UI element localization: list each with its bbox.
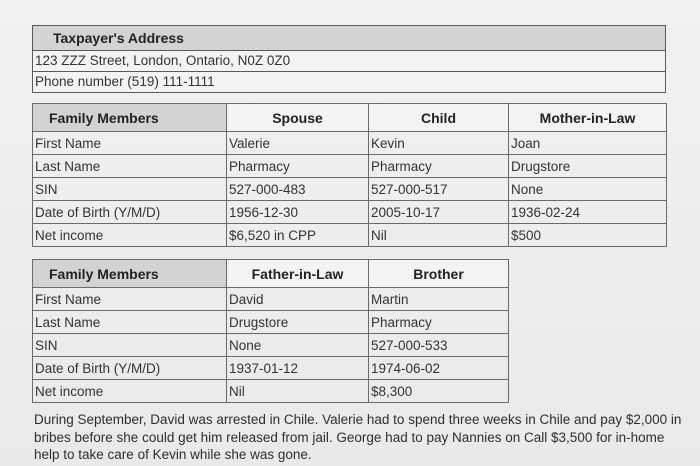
- table-cell: $500: [509, 224, 667, 247]
- table-cell: Net income: [33, 380, 227, 403]
- taxpayer-address-block: [32, 25, 666, 93]
- table-cell: 1974-06-02: [369, 357, 509, 380]
- table-cell: Pharmacy: [369, 311, 509, 334]
- table-cell: Date of Birth (Y/M/D): [33, 357, 227, 380]
- table-cell: 527-000-533: [369, 334, 509, 357]
- table-cell: 1937-01-12: [227, 357, 369, 380]
- table-cell: Valerie: [227, 132, 369, 155]
- table-cell: $6,520 in CPP: [227, 224, 369, 247]
- table-header-cell: Brother: [369, 260, 509, 288]
- table-cell: SIN: [33, 334, 227, 357]
- family-members-table-2: [32, 259, 509, 403]
- table-cell: Kevin: [369, 132, 509, 155]
- table-cell: Nil: [227, 380, 369, 403]
- table-cell: Net income: [33, 224, 227, 247]
- table-row: [33, 380, 509, 403]
- table-header-row: [33, 104, 667, 132]
- table-header-cell: Child: [369, 104, 509, 132]
- scenario-paragraph: During September, David was arrested in Chile. Valerie had to spend three weeks in Chile and pay $2,000 in bribes before she could get him released from jail. George had to pay Nannies on Call $3,500 for in-home help to take care of Kevin while she was gone.: [34, 412, 682, 462]
- table-cell: 527-000-483: [227, 178, 369, 201]
- family-members-table-1: [32, 103, 667, 247]
- table-cell: 527-000-517: [369, 178, 509, 201]
- table-cell: First Name: [33, 288, 227, 311]
- table-cell: Drugstore: [227, 311, 369, 334]
- table-cell: Drugstore: [509, 155, 667, 178]
- table-row: [33, 224, 667, 247]
- table-header-cell: Mother-in-Law: [509, 104, 667, 132]
- table-row: [33, 178, 667, 201]
- table-cell: Pharmacy: [369, 155, 509, 178]
- table-cell: 1956-12-30: [227, 201, 369, 224]
- table-cell: Joan: [509, 132, 667, 155]
- table-cell: Nil: [369, 224, 509, 247]
- address-phone: Phone number (519) 111-1111: [33, 71, 665, 92]
- table-cell: None: [509, 178, 667, 201]
- table-cell: Martin: [369, 288, 509, 311]
- table-cell: Last Name: [33, 155, 227, 178]
- table-cell: $8,300: [369, 380, 509, 403]
- table-row: [33, 357, 509, 380]
- table-header-cell: Spouse: [227, 104, 369, 132]
- table-cell: First Name: [33, 132, 227, 155]
- address-street: 123 ZZZ Street, London, Ontario, N0Z 0Z0: [33, 51, 665, 71]
- table-cell: Pharmacy: [227, 155, 369, 178]
- table-row: [33, 311, 509, 334]
- table-header-cell: Family Members: [33, 260, 227, 288]
- table-cell: SIN: [33, 178, 227, 201]
- table-row: [33, 155, 667, 178]
- table-row: [33, 288, 509, 311]
- table-cell: None: [227, 334, 369, 357]
- table-row: [33, 201, 667, 224]
- table-header-row: [33, 260, 509, 288]
- table-cell: Last Name: [33, 311, 227, 334]
- table-header-cell: Father-in-Law: [227, 260, 369, 288]
- table-cell: 1936-02-24: [509, 201, 667, 224]
- table-row: [33, 334, 509, 357]
- address-header: Taxpayer's Address: [33, 26, 665, 51]
- table-cell: 2005-10-17: [369, 201, 509, 224]
- table-cell: David: [227, 288, 369, 311]
- table-row: [33, 132, 667, 155]
- table-header-cell: Family Members: [33, 104, 227, 132]
- table-cell: Date of Birth (Y/M/D): [33, 201, 227, 224]
